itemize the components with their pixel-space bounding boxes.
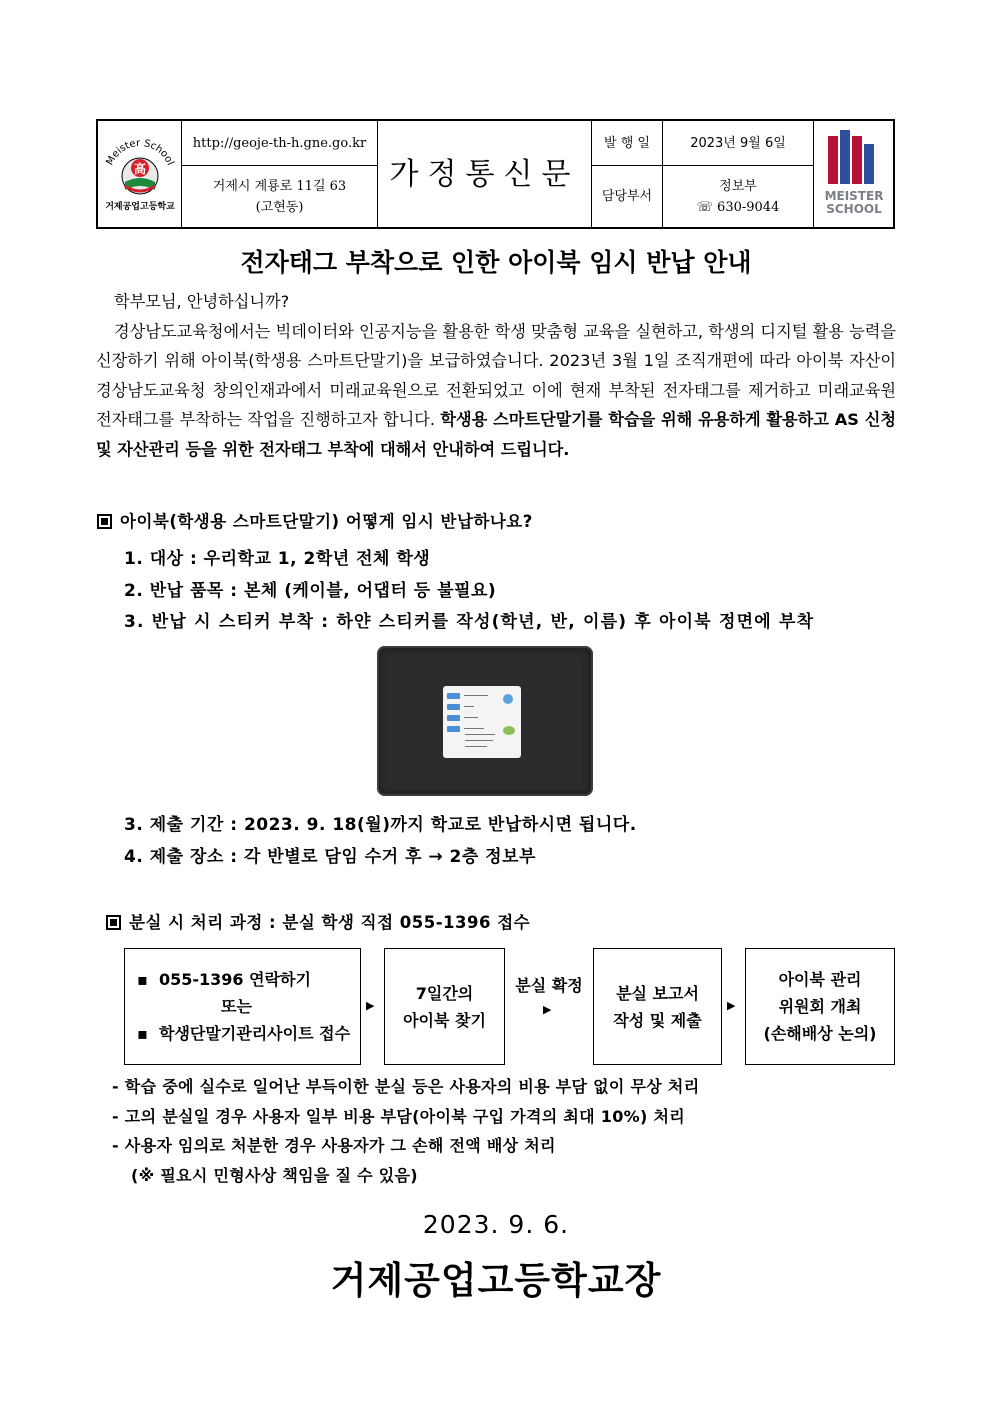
flow-confirm-label: 분실 확정 (515, 976, 583, 995)
issue-date: 2023년 9월 6일 (690, 135, 786, 151)
section1-item-3: 3. 반납 시 스티커 부착 : 하얀 스티커를 작성(학년, 반, 이름) 후 아이북 정면에 부착 (124, 612, 815, 632)
arrow-right-icon: ▶ (543, 1003, 552, 1016)
body-text-bold: 학생용 스마트단말기를 학습을 위해 유용하게 활용하고 AS 신청 및 자산관리 등을 위한 전자태그 부착에 대해서 안내하여 드립니다. (96, 410, 896, 459)
flow-box2-line2: 아이북 찾기 (403, 1010, 486, 1030)
flow-box-report (124, 948, 361, 1065)
section2-title (106, 909, 530, 933)
section1-item-period: 3. 제출 기간 : 2023. 9. 18(월)까지 학교로 반납하시면 됩니다. (124, 815, 637, 835)
flow-box4-line1: 아이북 관리 (778, 970, 862, 989)
school-address (182, 166, 377, 227)
greeting: 학부모님, 안녕하십니까? (114, 292, 290, 311)
meister-school-logo (814, 121, 893, 227)
section1-title-text: 아이북(학생용 스마트단말기) 어떻게 임시 반납하나요? (120, 512, 533, 531)
address-dong: (고현동) (255, 199, 304, 215)
note-2: - 고의 분실일 경우 사용자 일부 비용 부담(아이북 구입 가격의 최대 10%) 처리 (112, 1107, 685, 1126)
address-line: 거제시 계룡로 11길 63 (212, 178, 347, 194)
section1-item-1: 1. 대상 : 우리학교 1, 2학년 전체 학생 (124, 549, 431, 569)
svg-text:高: 高 (133, 162, 146, 176)
flow-box-loss-report (593, 948, 722, 1065)
flow-box-search (384, 948, 505, 1065)
issue-date-label: 발 행 일 (604, 135, 650, 151)
newsletter-title: 가정통신문 (389, 156, 580, 192)
dept-label: 담당부서 (601, 189, 653, 204)
flow-box-committee (745, 948, 895, 1065)
note-4: (※ 필요시 민형사상 책임을 질 수 있음) (131, 1166, 418, 1185)
section1-item-place: 4. 제출 장소 : 각 반별로 담임 수거 후 → 2층 정보부 (124, 847, 536, 867)
principal-signature: 거제공업고등학교장 (330, 1259, 662, 1302)
name-sticker (443, 686, 521, 758)
flow-box4-line3: (손해배상 논의) (763, 1024, 877, 1043)
note-1: - 학습 중에 실수로 일어난 부득이한 분실 등은 사용자의 비용 부담 없이 무상 처리 (112, 1077, 700, 1096)
dept-info (663, 166, 813, 227)
flow-box2-line1: 7일간의 (415, 983, 474, 1003)
flow-box4-line2: 위원회 개최 (778, 997, 862, 1016)
note-3: - 사용자 임의로 처분한 경우 사용자가 그 손해 전액 배상 처리 (112, 1136, 556, 1155)
flow-box3-line2: 작성 및 제출 (613, 1010, 702, 1030)
body-text-regular: 경상남도교육청에서는 빅데이터와 인공지능을 활용한 학생 맞춤형 교육을 실현하고, 학생의 디지털 활용 능력을 신장하기 위해 아이북(학생용 스마트단말기)을 보급하였습니다. 2023년 3월 1일 조직개편에 따라 아이북 자산이 경상남도교육청 창의인재과에서 미래교육원으로 전환되었고 이에 현재 부착된 전자태그를 제거하고 미래교육원 전자태그를 부착하는 작업을 진행하고자 합니다. (96, 321, 896, 429)
arrow-right-icon: ▶ (727, 999, 736, 1012)
document-title: 전자태그 부착으로 인한 아이북 임시 반납 안내 (240, 248, 752, 277)
dept-name: 정보부 (719, 178, 757, 194)
flow-box1-line2: 또는 (221, 997, 252, 1016)
section1-title (97, 508, 533, 532)
laptop-photo (377, 646, 593, 796)
arrow-right-icon: ▶ (366, 999, 375, 1012)
svg-text:거제공업고등학교: 거제공업고등학교 (104, 202, 175, 212)
svg-text:SCHOOL: SCHOOL (825, 202, 882, 216)
footer-date: 2023. 9. 6. (422, 1210, 570, 1239)
website-url[interactable]: http://geoje-th-h.gne.go.kr (192, 135, 367, 151)
dept-phone: ☏ 630-9044 (696, 199, 780, 215)
flow-box1-line1: ▪ 055-1396 연락하기 (137, 970, 311, 989)
section1-item-2: 2. 반납 품목 : 본체 (케이블, 어댑터 등 불필요) (124, 581, 497, 601)
flow-box3-line1: 분실 보고서 (616, 983, 699, 1003)
square-bullet-icon (97, 514, 112, 529)
svg-text:MEISTER: MEISTER (824, 189, 883, 203)
svg-text:Meister School: Meister School (103, 137, 176, 168)
header-table (96, 119, 895, 229)
section2-title-text: 분실 시 처리 과정 : 분실 학생 직접 055-1396 접수 (129, 913, 531, 932)
body-paragraph (96, 287, 896, 464)
school-logo (98, 121, 181, 227)
square-bullet-icon (106, 915, 121, 930)
body-text (96, 317, 896, 465)
flow-box1-line3: ▪ 학생단말기관리사이트 접수 (137, 1024, 351, 1043)
